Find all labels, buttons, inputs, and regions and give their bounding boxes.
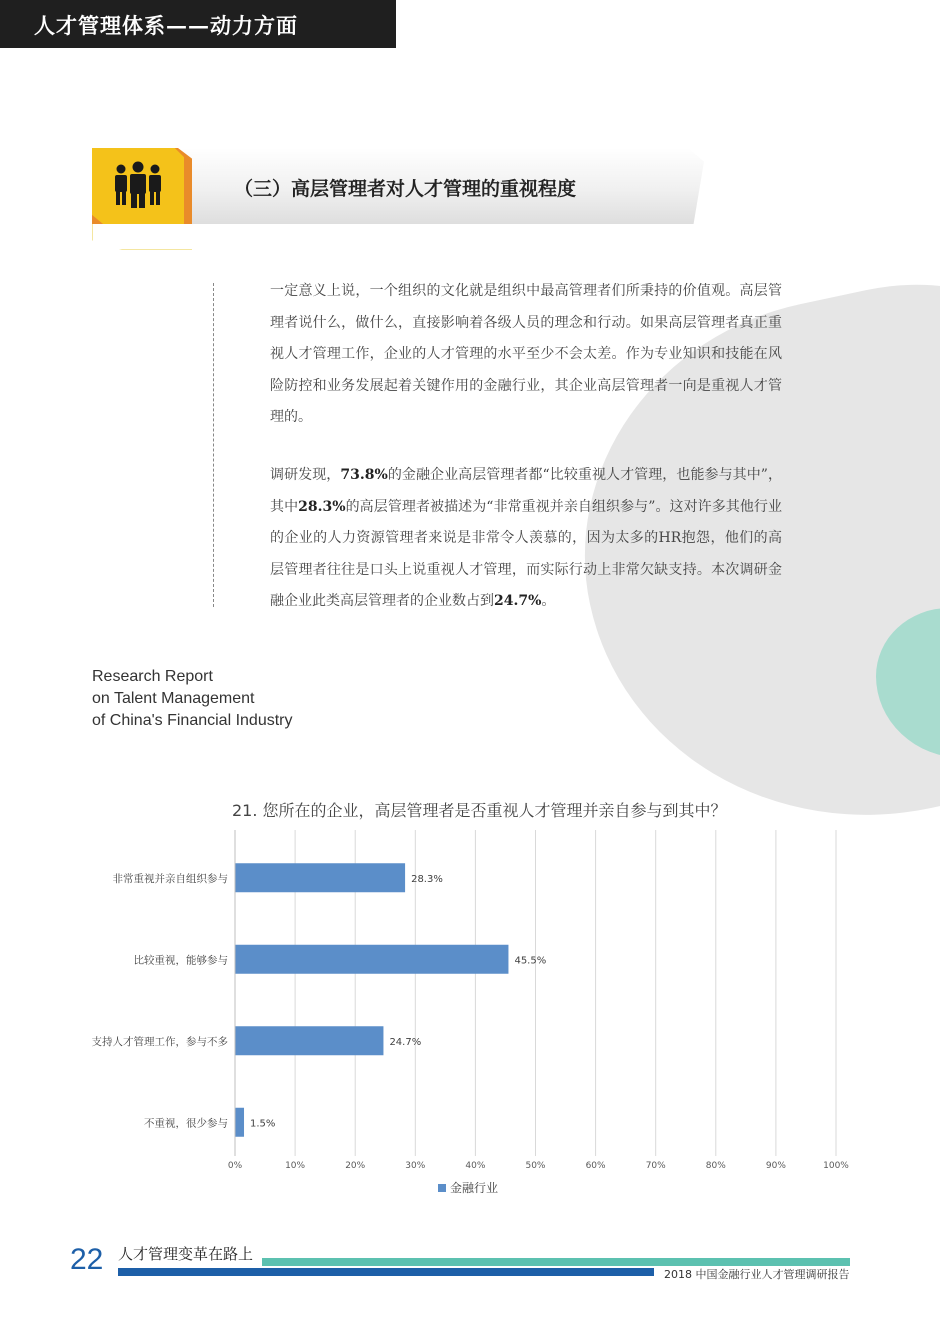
footer-title: 人才管理变革在路上 bbox=[118, 1245, 254, 1263]
footer-teal-stripe bbox=[262, 1258, 850, 1266]
data-label: 45.5% bbox=[514, 955, 547, 967]
bar bbox=[235, 1108, 244, 1137]
section-title: （三）高层管理者对人才管理的重视程度 bbox=[234, 178, 577, 200]
report-label-line: Research Report bbox=[92, 668, 213, 685]
x-tick-label: 0% bbox=[227, 1161, 243, 1171]
x-tick-label: 60% bbox=[585, 1161, 606, 1171]
dashed-divider bbox=[213, 283, 214, 607]
people-group-icon bbox=[112, 160, 164, 210]
category-label: 支持人才管理工作，参与不多 bbox=[91, 1035, 228, 1048]
highlight-stat: 73.8% bbox=[340, 466, 388, 483]
footer-report-name: 2018 中国金融行业人才管理调研报告 bbox=[664, 1268, 850, 1281]
paragraph-1: 一定意义上说，一个组织的文化就是组织中最高管理者们所秉持的价值观。高层管理者说什么，做什么，直接影响着各级人员的理念和行动。如果高层管理者真正重视人才管理工作，企业的人才管理的水平至少不会太差。作为专业知识和技能在风险防控和业务发展起着关键作用的金融行业，其企业高层管理者一向是重视人才管理的。 bbox=[270, 283, 782, 426]
bar bbox=[235, 863, 405, 892]
header-title: 人才管理体系——动力方面 bbox=[34, 13, 298, 38]
x-tick-label: 20% bbox=[345, 1161, 366, 1171]
body-text bbox=[270, 276, 782, 618]
bar bbox=[235, 945, 508, 974]
data-label: 28.3% bbox=[411, 873, 443, 885]
page-number: 22 bbox=[70, 1243, 104, 1276]
x-tick-label: 90% bbox=[765, 1161, 786, 1171]
x-tick-label: 100% bbox=[823, 1161, 849, 1171]
x-tick-label: 70% bbox=[645, 1161, 666, 1171]
data-label: 24.7% bbox=[389, 1036, 422, 1048]
x-tick-label: 30% bbox=[405, 1161, 426, 1171]
highlight-stat: 24.7% bbox=[494, 593, 542, 610]
bar-chart bbox=[0, 820, 940, 1210]
chart-title: 21. 您所在的企业，高层管理者是否重视人才管理并亲自参与到其中？ bbox=[232, 801, 727, 820]
footer-blue-stripe bbox=[118, 1268, 654, 1276]
report-label-line: on Talent Management bbox=[92, 690, 255, 707]
x-tick-label: 10% bbox=[285, 1161, 306, 1171]
category-label: 比较重视，能够参与 bbox=[133, 954, 228, 967]
category-label: 非常重视并亲自组织参与 bbox=[112, 872, 228, 885]
paragraph-2: 调研发现，73.8%的金融企业高层管理者都“比较重视人才管理，也能参与其中”，其中28.3%的高层管理者被描述为“非常重视并亲自组织参与”。这对许多其他行业的企业的人力资源管理者来说是非常令人羡慕的，因为太多的HR抱怨，他们的高层管理者往往是口头上说重视人才管理，而实际行动上非常欠缺支持。本次调研金融企业此类高层管理者的企业数占到24.7%。 bbox=[270, 466, 782, 610]
highlight-stat: 28.3% bbox=[298, 498, 346, 515]
bar bbox=[235, 1026, 383, 1055]
x-tick-label: 40% bbox=[465, 1161, 486, 1171]
legend-swatch bbox=[438, 1184, 446, 1192]
section-banner bbox=[92, 148, 704, 224]
x-tick-label: 80% bbox=[705, 1161, 726, 1171]
header-bar bbox=[0, 0, 396, 48]
legend-label: 金融行业 bbox=[450, 1181, 499, 1195]
category-label: 不重视，很少参与 bbox=[144, 1117, 228, 1130]
report-label-line: of China's Financial Industry bbox=[92, 712, 293, 729]
report-label bbox=[92, 666, 292, 732]
data-label: 1.5% bbox=[250, 1118, 276, 1130]
x-tick-label: 50% bbox=[525, 1161, 546, 1171]
